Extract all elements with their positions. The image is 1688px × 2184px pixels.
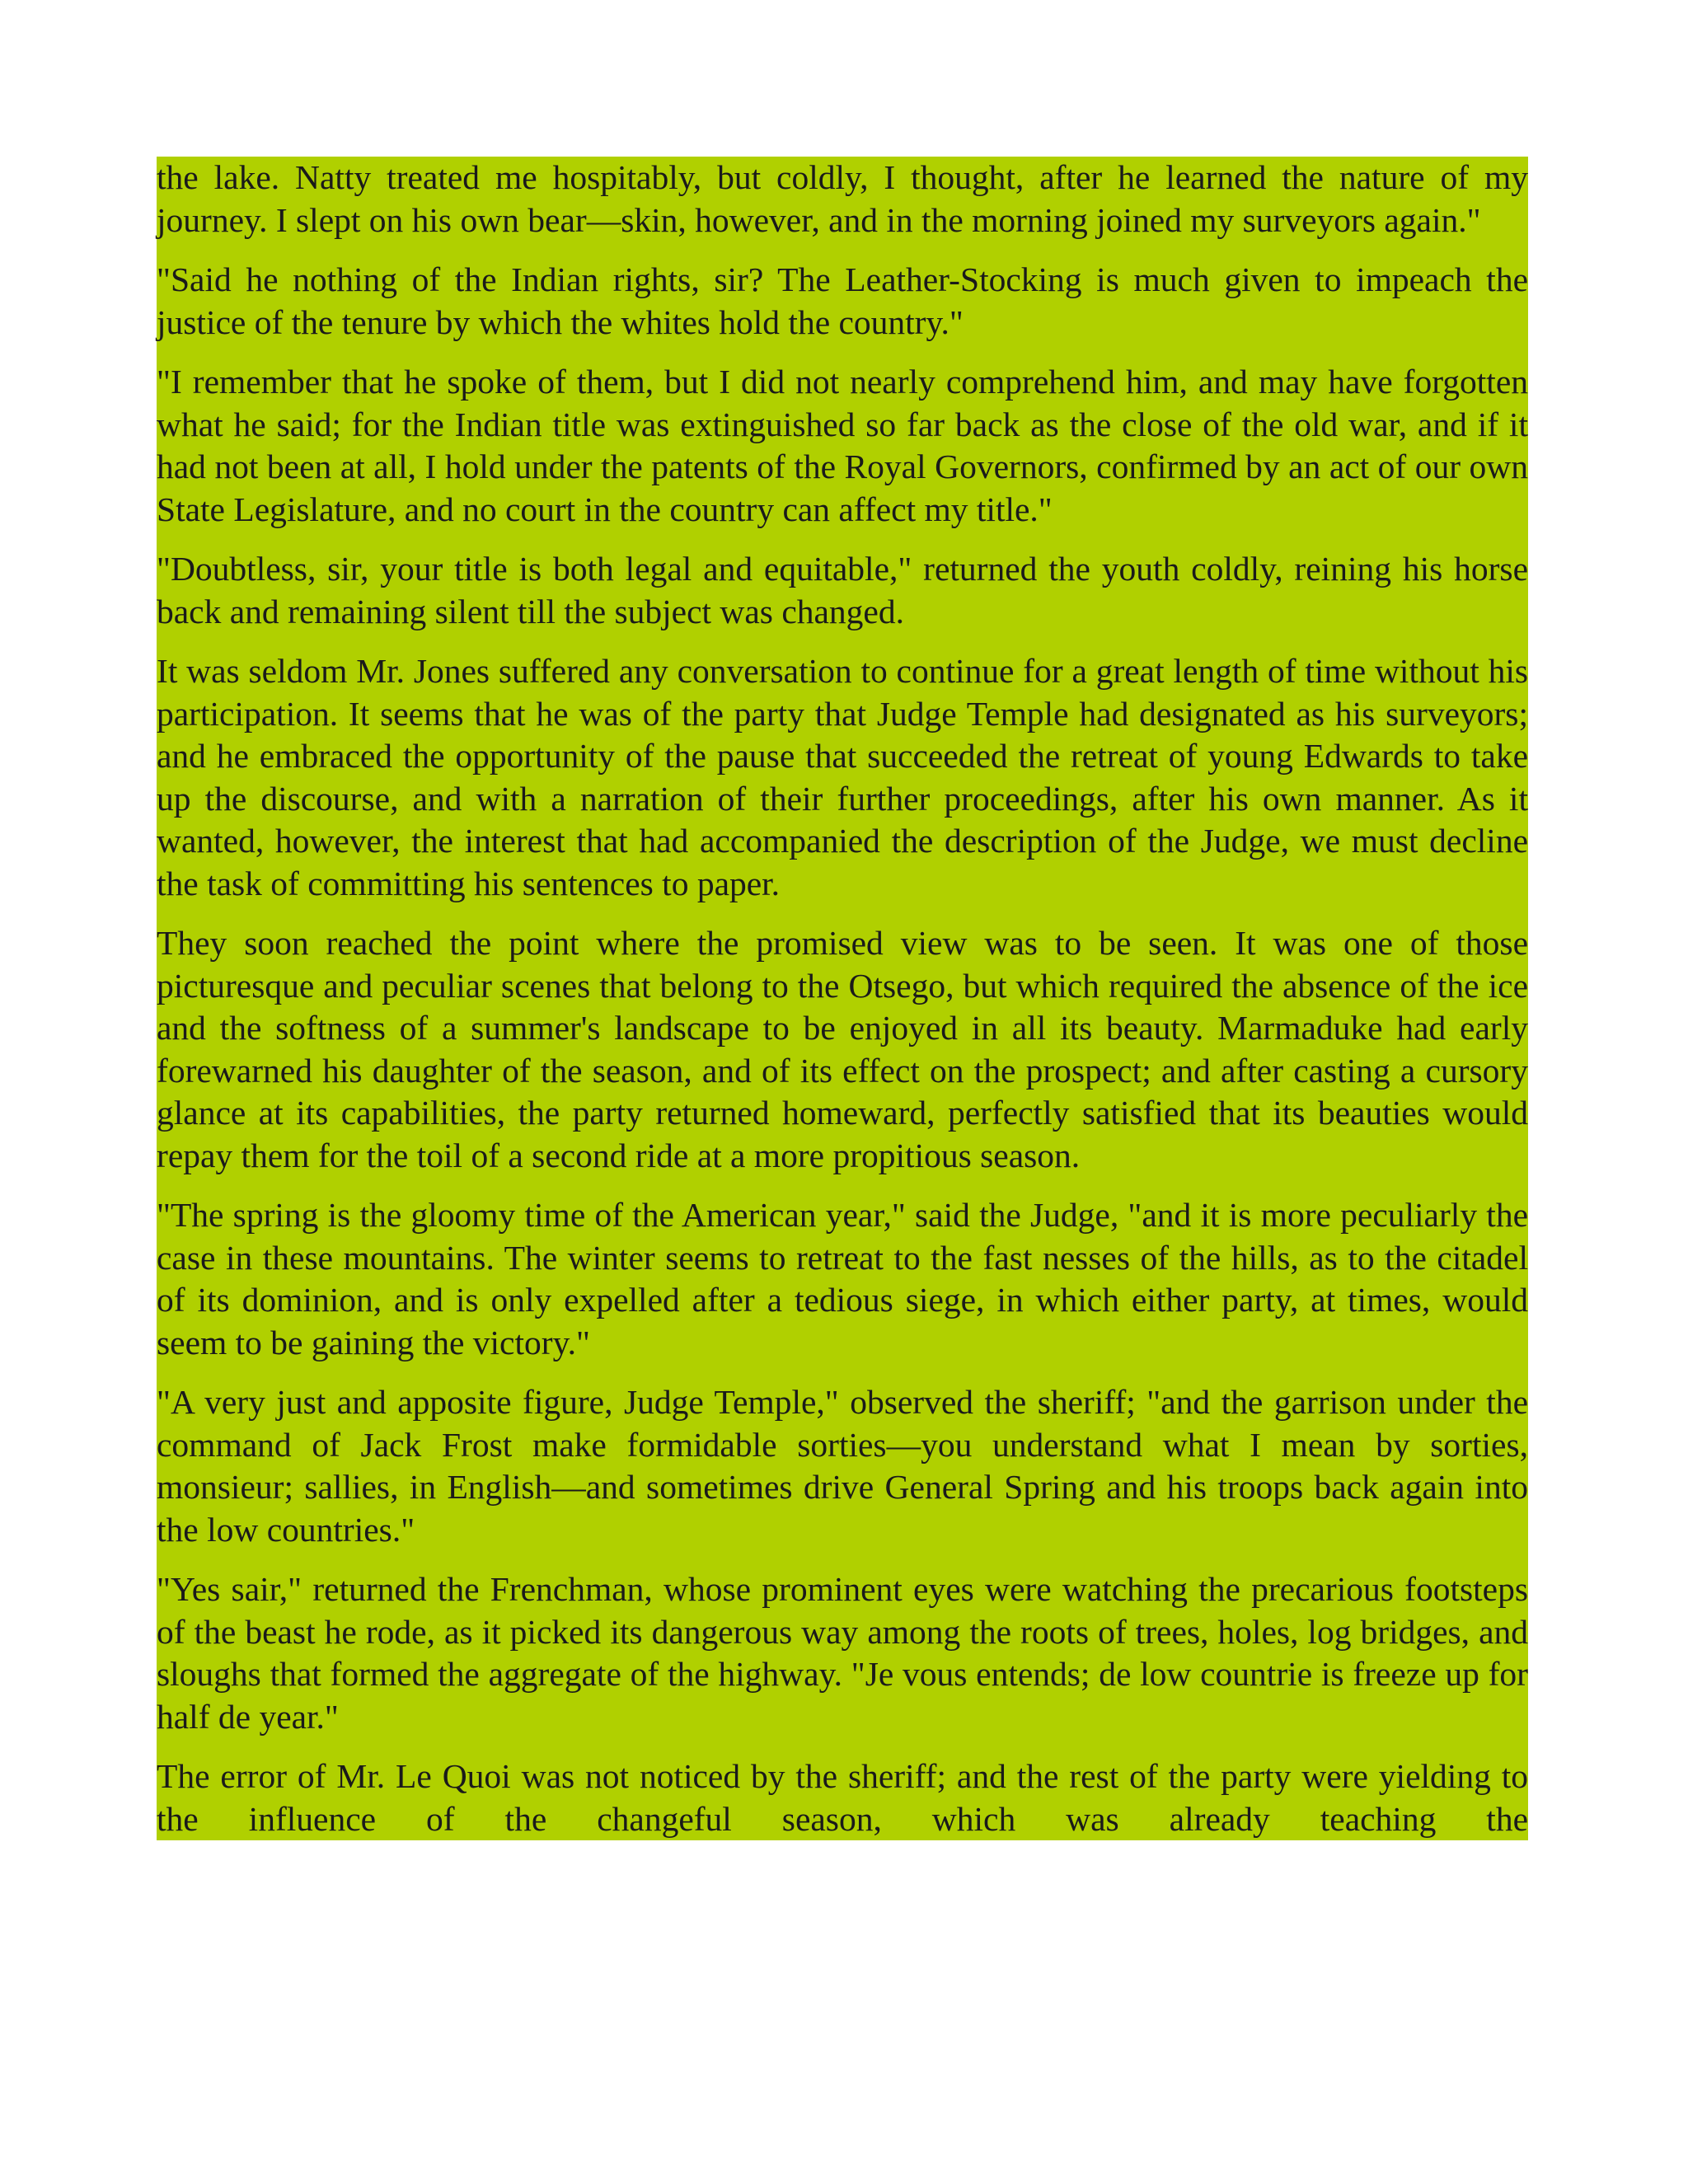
paragraph: "A very just and apposite figure, Judge Temple," observed the sheriff; "and the garrison under the command of Jack Frost make formidable sorties—you understand what I mean by sorties, monsieur; sallies, in English—and sometimes drive General Spring and his troops back again into the low countries." [157,1383,1528,1549]
paragraph: They soon reached the point where the promised view was to be seen. It was one of those picturesque and peculiar scenes that belong to the Otsego, but which required the absence of the ice and the softness of a summer's landscape to be enjoyed in all its beauty. Marmaduke had early forewarned his daughter of the season, and of its effect on the prospect; and after casting a cursory glance at its capabilities, the party returned homeward, perfectly satisfied that its beauties would repay them for the toil of a second ride at a more propitious season. [157,924,1528,1174]
paragraph: "Said he nothing of the Indian rights, sir? The Leather-Stocking is much given to impeach the justice of the tenure by which the whites hold the country." [157,260,1528,341]
text-block [157,157,1528,1840]
paragraph: "Doubtless, sir, your title is both legal and equitable," returned the youth coldly, reining his horse back and remaining silent till the subject was changed. [157,550,1528,630]
paragraph: It was seldom Mr. Jones suffered any conversation to continue for a great length of time without his participation. It seems that he was of the party that Judge Temple had designated as his surveyors; and he embraced the opportunity of the pause that succeeded the retreat of young Edwards to take up the discourse, and with a narration of their further proceedings, after his own manner. As it wanted, however, the interest that had accompanied the description of the Judge, we must decline the task of committing his sentences to paper. [157,652,1528,902]
paragraph: The error of Mr. Le Quoi was not noticed by the sheriff; and the rest of the party were yielding to the influence of the changeful season, which was already teaching the [157,1757,1528,1838]
paragraph: "I remember that he spoke of them, but I did not nearly comprehend him, and may have forgotten what he said; for the Indian title was extinguished so far back as the close of the old war, and if it had not been at all, I hold under the patents of the Royal Governors, confirmed by an act of our own State Legislature, and no court in the country can affect my title." [157,363,1528,528]
paragraph: the lake. Natty treated me hospitably, but coldly, I thought, after he learned the nature of my journey. I slept on his own bear—skin, however, and in the morning joined my surveyors again." [157,158,1528,239]
paragraph: "The spring is the gloomy time of the American year," said the Judge, "and it is more peculiarly the case in these mountains. The winter seems to retreat to the fast nesses of the hills, as to the citadel of its dominion, and is only expelled after a tedious siege, in which either party, at times, would seem to be gaining the victory." [157,1196,1528,1361]
paragraph: "Yes sair," returned the Frenchman, whose prominent eyes were watching the precarious footsteps of the beast he rode, as it picked its dangerous way among the roots of trees, holes, log bridges, and sloughs that formed the aggregate of the highway. "Je vous entends; de low countrie is freeze up for half de year." [157,1570,1528,1736]
